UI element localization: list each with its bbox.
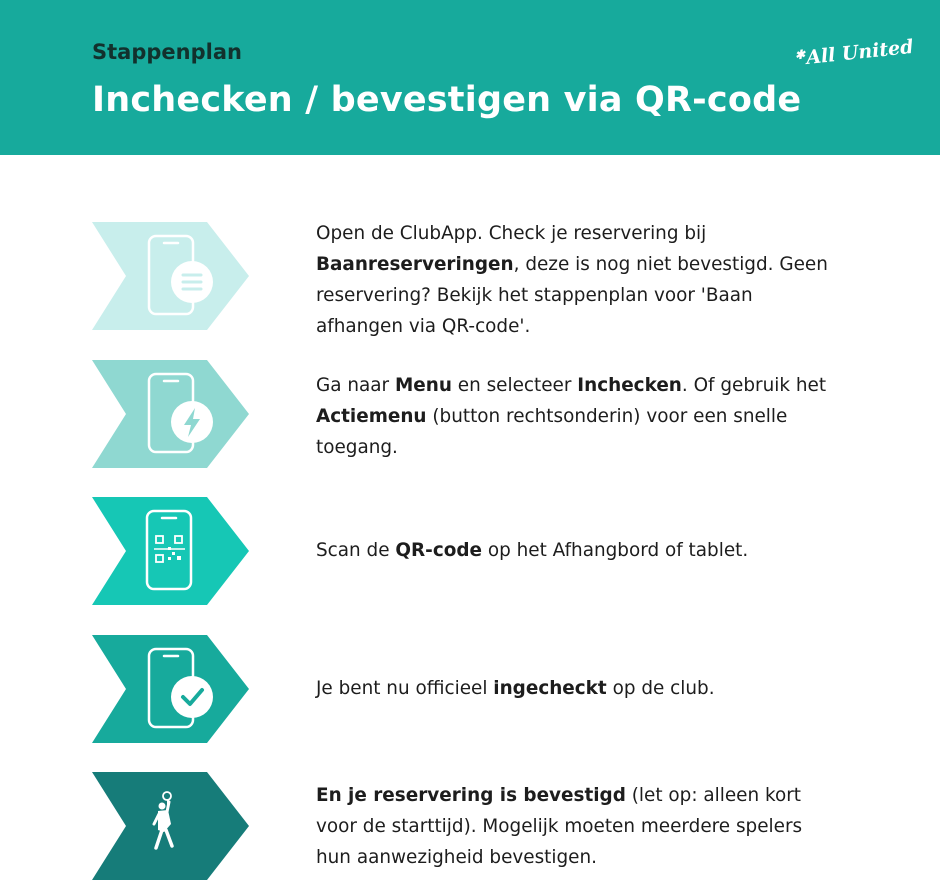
step-text-run: . Of gebruik het [681, 375, 827, 396]
step-3-chevron [92, 497, 252, 605]
step-2-text [316, 370, 836, 463]
step-text-bold: Actiemenu [316, 406, 427, 427]
step-4-text [316, 673, 836, 704]
all-united-logo [794, 36, 914, 70]
sparkle-icon: ✱ [794, 47, 806, 63]
step-2-chevron [92, 360, 252, 468]
step-text-run: Je bent nu officieel [316, 678, 494, 699]
step-text-run: op de club. [606, 678, 715, 699]
page-subtitle: Stappenplan [92, 40, 242, 64]
step-3-text [316, 535, 836, 566]
step-text-run: Scan de [316, 540, 396, 561]
step-text-run: op het Afhangbord of tablet. [482, 540, 749, 561]
step-5-text [316, 780, 836, 873]
step-4-chevron [92, 635, 252, 743]
step-text-run: Open de ClubApp. Check je reservering bij [316, 223, 707, 244]
step-text-bold: En je reservering is bevestigd [316, 785, 626, 806]
step-text-bold: Menu [394, 375, 452, 396]
step-text-bold: Inchecken [577, 375, 682, 396]
header-banner [0, 0, 940, 155]
page-title: Inchecken / bevestigen via QR-code [92, 80, 802, 120]
step-5-chevron [92, 772, 252, 880]
step-text-run: (button rechtsonderin) voor een snelle toegang. [316, 406, 788, 458]
step-1-chevron [92, 222, 252, 330]
step-text-bold: Baanreserveringen [316, 254, 514, 275]
step-text-run: Ga naar [316, 375, 395, 396]
step-text-run: (let op: alleen kort voor de starttijd). Mogelijk moeten meerdere spelers hun aanwezigheid bevestigen. [316, 785, 803, 868]
step-text-bold: ingecheckt [493, 678, 607, 699]
logo-text: All United [805, 35, 915, 69]
step-text-run: , deze is nog niet bevestigd. Geen reservering? Bekijk het stappenplan voor 'Baan afhangen via QR-code'. [316, 254, 828, 337]
step-text-bold: QR-code [395, 540, 482, 561]
step-text-run: en selecteer [451, 375, 578, 396]
step-1-text [316, 218, 836, 342]
